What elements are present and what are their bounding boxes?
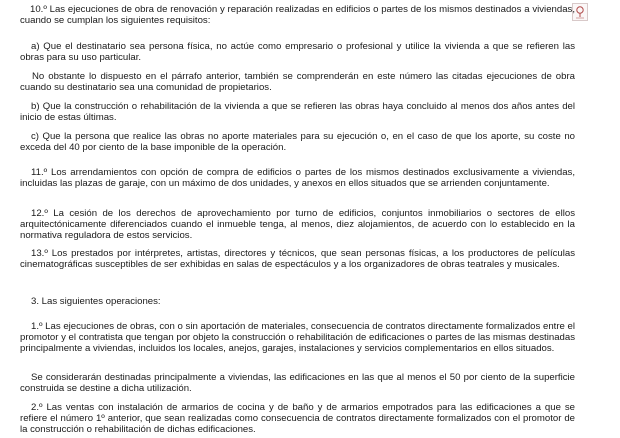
paragraph-3: 3. Las siguientes operaciones: — [31, 296, 161, 307]
paragraph-11: 11.º Los arrendamientos con opción de compra de edificios o partes de los mismos destinados exclusivamente a viviendas, incluidas las plazas de garaje, con un máximo de dos unidades, y anexos en ellos situados que se arrienden conjuntamente. — [20, 167, 575, 189]
paragraph-no-obstante: No obstante lo dispuesto en el párrafo anterior, también se comprenderán en este número las citadas ejecuciones de obra cuando su destinatario sea una comunidad de propietarios. — [20, 71, 575, 93]
paragraph-a: a) Que el destinatario sea persona física, no actúe como empresario o profesional y utilice la vivienda a que se refieren las obras para su uso particular. — [20, 41, 575, 63]
paragraph-10: 10.º Las ejecuciones de obra de renovación y reparación realizadas en edificios o partes de los mismos destinados a viviendas, cuando se cumplan los siguientes requisitos: — [20, 4, 575, 26]
paragraph-c: c) Que la persona que realice las obras no aporte materiales para su ejecución o, en el caso de que los aporte, su coste no exceda del 40 por ciento de la base imponible de la operación. — [20, 131, 575, 153]
paragraph-b: b) Que la construcción o rehabilitación de la vivienda a que se refieren las obras haya concluido al menos dos años antes del inicio de estas últimas. — [20, 101, 575, 123]
paragraph-1: 1.º Las ejecuciones de obras, con o sin aportación de materiales, consecuencia de contratos directamente formalizados entre el promotor y el contratista que tengan por objeto la construcción o rehabilitación de edificaciones o partes de las mismas destinadas principalmente a viviendas, incluidos los locales, anejos, garajes, instalaciones y servicios complementarios en ellos situados. — [20, 321, 575, 354]
paragraph-12: 12.º La cesión de los derechos de aprovechamiento por turno de edificios, conjuntos inmobiliarios o sectores de ellos arquitectónicamente diferenciados cuando el inmueble tenga, al menos, diez alojamientos, de acuerdo con lo establecido en la normativa reguladora de estos servicios. — [20, 208, 575, 241]
paragraph-2: 2.º Las ventas con instalación de armarios de cocina y de baño y de armarios empotrados para las edificaciones a que se refiere el número 1º anterior, que sean realizadas como consecuencia de contratos directamente formalizados con el promotor de la construcción o rehabilitación de dichas edificaciones. — [20, 402, 575, 435]
paragraph-se-consideraran: Se considerarán destinadas principalmente a viviendas, las edificaciones en las que al menos el 50 por ciento de la superficie construida se destine a dicha utilización. — [20, 372, 575, 394]
paragraph-13: 13.º Los prestados por intérpretes, artistas, directores y técnicos, que sean personas físicas, a los productores de películas cinematográficas susceptibles de ser exhibidas en salas de espectáculos y a los organizadores de obras teatrales y musicales. — [20, 248, 575, 270]
